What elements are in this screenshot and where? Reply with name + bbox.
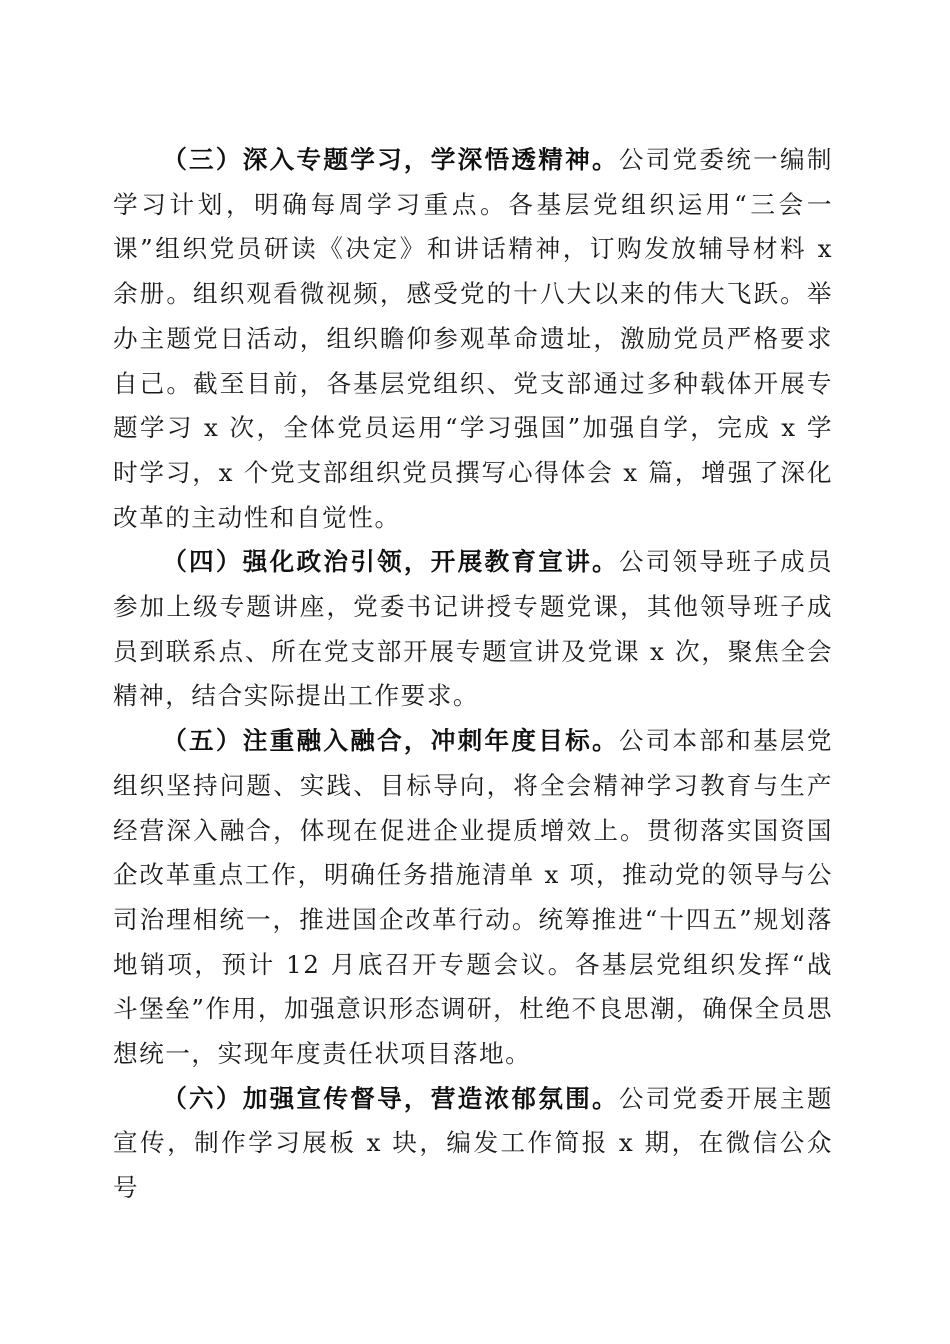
paragraph-section-4 xyxy=(113,540,833,719)
paragraph-section-5 xyxy=(113,719,833,1077)
section-3-body: 公司党委统一编制学习计划，明确每周学习重点。各基层党组织运用“三会一课”组织党员研读《决定》和讲话精神，订购发放辅导材料 x 余册。组织观看微视频，感受党的十八大以来的伟大飞跃。举办主题党日活动，组织瞻仰参观革命遗址，激励党员严格要求自己。截至目前，各基层党组织、党支部通过多种载体开展专题学习 x 次，全体党员运用“学习强国”加强自学，完成 x 学时学习，x 个党支部组织党员撰写心得体会 x 篇，增强了深化改革的主动性和自觉性。 xyxy=(113,145,833,532)
section-4-heading: （四）强化政治引领，开展教育宣讲。 xyxy=(162,547,619,577)
section-6-body: 公司党委开展主题宣传，制作学习展板 x 块，编发工作简报 x 期，在微信公众号 xyxy=(113,1083,833,1203)
document-body xyxy=(113,138,833,1211)
paragraph-section-6 xyxy=(113,1077,833,1211)
section-5-heading: （五）注重融入融合，冲刺年度目标。 xyxy=(162,726,619,756)
section-6-heading: （六）加强宣传督导，营造浓郁氛围。 xyxy=(162,1083,619,1113)
section-3-heading: （三）深入专题学习，学深悟透精神。 xyxy=(162,145,619,174)
paragraph-section-3 xyxy=(113,138,833,540)
section-4-body: 公司领导班子成员参加上级专题讲座，党委书记讲授专题党课，其他领导班子成员到联系点、所在党支部开展专题宣讲及党课 x 次，聚焦全会精神，结合实际提出工作要求。 xyxy=(113,547,833,711)
section-5-body: 公司本部和基层党组织坚持问题、实践、目标导向，将全会精神学习教育与生产经营深入融合，体现在促进企业提质增效上。贯彻落实国资国企改革重点工作，明确任务措施清单 x 项，推动党的领导与公司治理相统一，推进国企改革行动。统筹推进“十四五”规划落地销项，预计 12 月底召开专题会议。各基层党组织发挥“战斗堡垒”作用，加强意识形态调研，杜绝不良思潮，确保全员思想统一，实现年度责任状项目落地。 xyxy=(113,726,834,1069)
